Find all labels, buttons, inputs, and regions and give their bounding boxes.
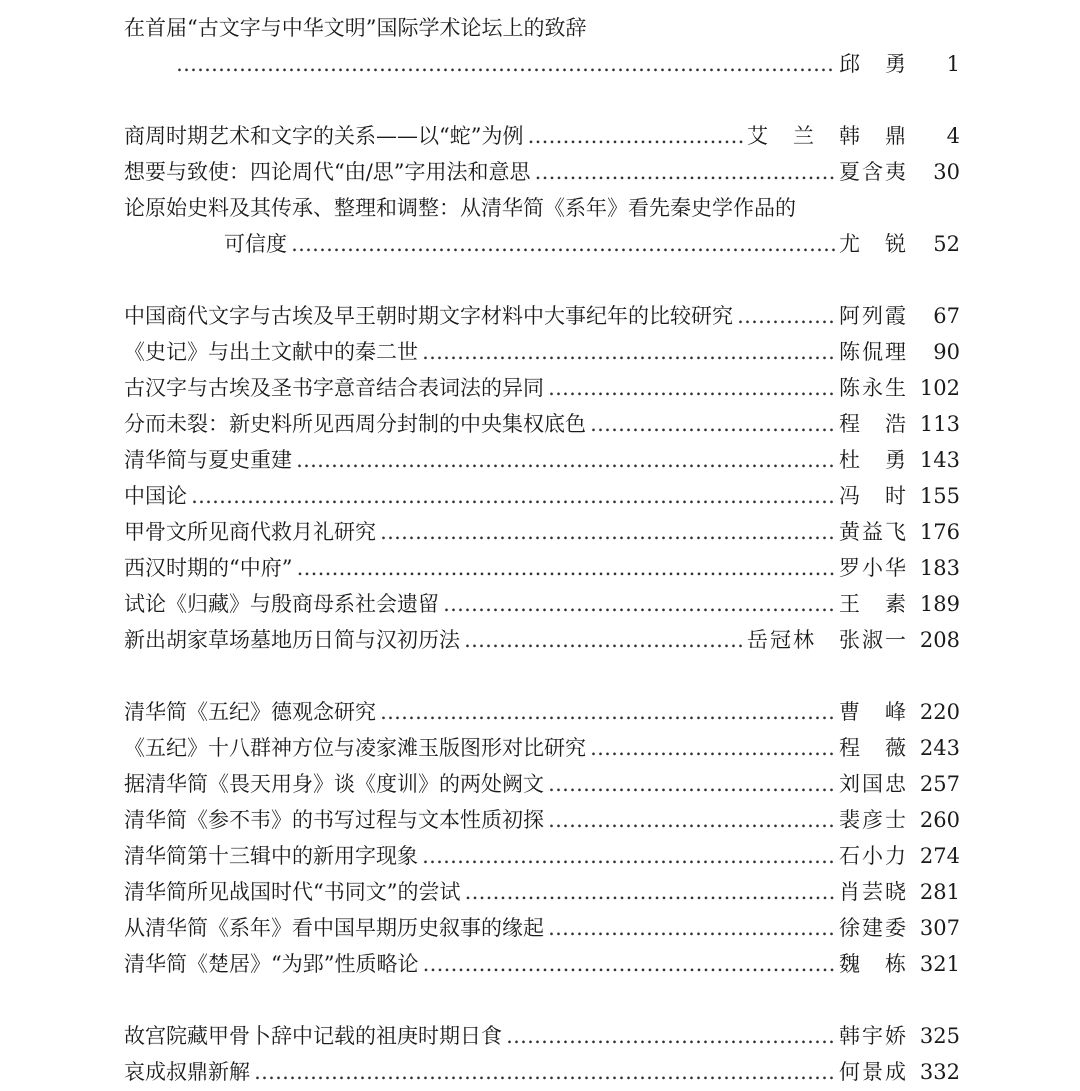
entry-author: 黄益飞 xyxy=(839,520,908,544)
entry-page: 143 xyxy=(919,448,960,472)
entry-author: 冯 时 xyxy=(839,484,908,508)
leader-dots xyxy=(527,118,743,154)
entry-page: 257 xyxy=(919,772,960,796)
entry-author: 何景成 xyxy=(839,1060,908,1084)
entry-page: 183 xyxy=(919,556,960,580)
entry-title: 西汉时期的“中府” xyxy=(124,556,293,580)
leader-dots xyxy=(291,226,835,262)
entry-title: 论原始史料及其传承、整理和调整：从清华简《系年》看先秦史学作品的 xyxy=(124,196,796,220)
leader-dots xyxy=(535,154,835,190)
leader-dots xyxy=(254,1054,835,1090)
entry-author: 杜 勇 xyxy=(839,448,908,472)
entry-author: 岳冠林 张淑一 xyxy=(747,628,908,652)
entry-page: 52 xyxy=(933,232,960,256)
toc-entry[interactable] xyxy=(124,478,960,514)
toc-entry[interactable] xyxy=(124,874,960,910)
toc-entry[interactable] xyxy=(124,622,960,658)
toc-entry[interactable] xyxy=(124,154,960,190)
toc-entry[interactable] xyxy=(124,766,960,802)
entry-author: 陈侃理 xyxy=(839,340,908,364)
entry-title: 据清华简《畏天用身》谈《度训》的两处阙文 xyxy=(124,772,544,796)
entry-title: 清华简《五纪》德观念研究 xyxy=(124,700,376,724)
entry-page: 274 xyxy=(919,844,960,868)
entry-page: 113 xyxy=(919,412,960,436)
leader-dots xyxy=(422,334,835,370)
entry-page: 307 xyxy=(919,916,960,940)
entry-page: 90 xyxy=(933,340,960,364)
group-gap xyxy=(124,658,960,694)
entry-page: 321 xyxy=(919,952,960,976)
entry-page: 332 xyxy=(919,1060,960,1084)
entry-title: 清华简第十三辑中的新用字现象 xyxy=(124,844,418,868)
entry-page: 189 xyxy=(919,592,960,616)
toc-entry[interactable] xyxy=(124,226,960,262)
entry-title: 清华简《楚居》“为郢”性质略论 xyxy=(124,952,419,976)
entry-author: 陈永生 xyxy=(839,376,908,400)
entry-author: 肖芸晓 xyxy=(839,880,908,904)
entry-title: 清华简《参不韦》的书写过程与文本性质初探 xyxy=(124,808,544,832)
entry-page: 1 xyxy=(946,52,960,76)
leader-dots xyxy=(176,46,835,82)
entry-title: 《五纪》十八群神方位与凌家滩玉版图形对比研究 xyxy=(124,736,586,760)
entry-title: 甲骨文所见商代救月礼研究 xyxy=(124,520,376,544)
leader-dots xyxy=(296,442,835,478)
leader-dots xyxy=(464,874,835,910)
toc-entry[interactable] xyxy=(124,334,960,370)
entry-author: 夏含夷 xyxy=(839,160,908,184)
entry-title: 从清华简《系年》看中国早期历史叙事的缘起 xyxy=(124,916,544,940)
entry-author: 韩宇娇 xyxy=(839,1024,908,1048)
entry-author: 尤 锐 xyxy=(839,232,908,256)
toc-entry[interactable] xyxy=(124,118,960,154)
group-gap xyxy=(124,982,960,1018)
group-gap xyxy=(124,82,960,118)
entry-author: 魏 栋 xyxy=(839,952,908,976)
entry-author: 程 薇 xyxy=(839,736,908,760)
entry-author: 程 浩 xyxy=(839,412,908,436)
entry-author: 徐建委 xyxy=(839,916,908,940)
entry-title: 想要与致使：四论周代“甶/思”字用法和意思 xyxy=(124,160,531,184)
toc-entry[interactable] xyxy=(124,586,960,622)
entry-page: 155 xyxy=(919,484,960,508)
toc-entry[interactable] xyxy=(124,802,960,838)
entry-title: 清华简所见战国时代“书同文”的尝试 xyxy=(124,880,461,904)
entry-title: 中国论 xyxy=(124,484,187,508)
toc-entry[interactable] xyxy=(124,370,960,406)
toc-entry[interactable] xyxy=(124,838,960,874)
leader-dots xyxy=(296,550,835,586)
toc-entry[interactable] xyxy=(124,442,960,478)
leader-dots xyxy=(464,622,743,658)
leader-dots xyxy=(422,838,835,874)
toc-entry[interactable] xyxy=(124,46,960,82)
entry-page: 220 xyxy=(919,700,960,724)
toc-entry[interactable] xyxy=(124,1018,960,1054)
entry-author: 艾 兰 韩 鼎 xyxy=(747,124,908,148)
entry-page: 260 xyxy=(919,808,960,832)
toc-entry[interactable] xyxy=(124,946,960,982)
entry-page: 4 xyxy=(946,124,960,148)
leader-dots xyxy=(548,910,835,946)
entry-author: 裴彦士 xyxy=(839,808,908,832)
entry-title: 《史记》与出土文献中的秦二世 xyxy=(124,340,418,364)
entry-title: 哀成叔鼎新解 xyxy=(124,1060,250,1084)
leader-dots xyxy=(548,370,835,406)
leader-dots xyxy=(380,514,835,550)
leader-dots xyxy=(191,478,835,514)
toc-entry[interactable] xyxy=(124,730,960,766)
entry-author: 石小力 xyxy=(839,844,908,868)
entry-author: 曹 峰 xyxy=(839,700,908,724)
entry-title: 故宫院藏甲骨卜辞中记载的祖庚时期日食 xyxy=(124,1024,502,1048)
entry-page: 281 xyxy=(919,880,960,904)
leader-dots xyxy=(590,730,835,766)
entry-author: 邱 勇 xyxy=(839,52,908,76)
toc-entry[interactable] xyxy=(124,514,960,550)
toc-entry[interactable] xyxy=(124,190,960,226)
entry-author: 罗小华 xyxy=(839,556,908,580)
entry-title: 清华简与夏史重建 xyxy=(124,448,292,472)
toc-entry[interactable] xyxy=(124,406,960,442)
entry-page: 67 xyxy=(933,304,960,328)
entry-page: 102 xyxy=(919,376,960,400)
entry-page: 176 xyxy=(919,520,960,544)
leader-dots xyxy=(422,946,835,982)
toc-entry[interactable] xyxy=(124,694,960,730)
table-of-contents xyxy=(124,10,960,1090)
leader-dots xyxy=(548,802,835,838)
entry-title: 分而未裂：新史料所见西周分封制的中央集权底色 xyxy=(124,412,586,436)
toc-entry[interactable] xyxy=(124,910,960,946)
entry-page: 30 xyxy=(933,160,960,184)
leader-dots xyxy=(506,1018,835,1054)
entry-author: 阿列霞 xyxy=(839,304,908,328)
leader-dots xyxy=(443,586,835,622)
entry-title: 商周时期艺术和文字的关系——以“蛇”为例 xyxy=(124,124,524,148)
entry-title: 新出胡家草场墓地历日简与汉初历法 xyxy=(124,628,460,652)
toc-entry[interactable] xyxy=(124,550,960,586)
entry-page: 325 xyxy=(919,1024,960,1048)
entry-title: 中国商代文字与古埃及早王朝时期文字材料中大事纪年的比较研究 xyxy=(124,304,733,328)
group-gap xyxy=(124,262,960,298)
entry-title: 在首届“古文字与中华文明”国际学术论坛上的致辞 xyxy=(124,16,587,40)
leader-dots xyxy=(548,766,835,802)
entry-title: 古汉字与古埃及圣书字意音结合表词法的异同 xyxy=(124,376,544,400)
entry-page: 208 xyxy=(919,628,960,652)
entry-author: 王 素 xyxy=(839,592,908,616)
leader-dots xyxy=(380,694,835,730)
entry-title: 试论《归藏》与殷商母系社会遗留 xyxy=(124,592,439,616)
leader-dots xyxy=(590,406,835,442)
toc-entry[interactable] xyxy=(124,1054,960,1090)
entry-author: 刘国忠 xyxy=(839,772,908,796)
entry-title: 可信度 xyxy=(224,232,287,256)
leader-dots xyxy=(737,298,835,334)
toc-entry[interactable] xyxy=(124,298,960,334)
toc-entry[interactable] xyxy=(124,10,960,46)
entry-page: 243 xyxy=(919,736,960,760)
